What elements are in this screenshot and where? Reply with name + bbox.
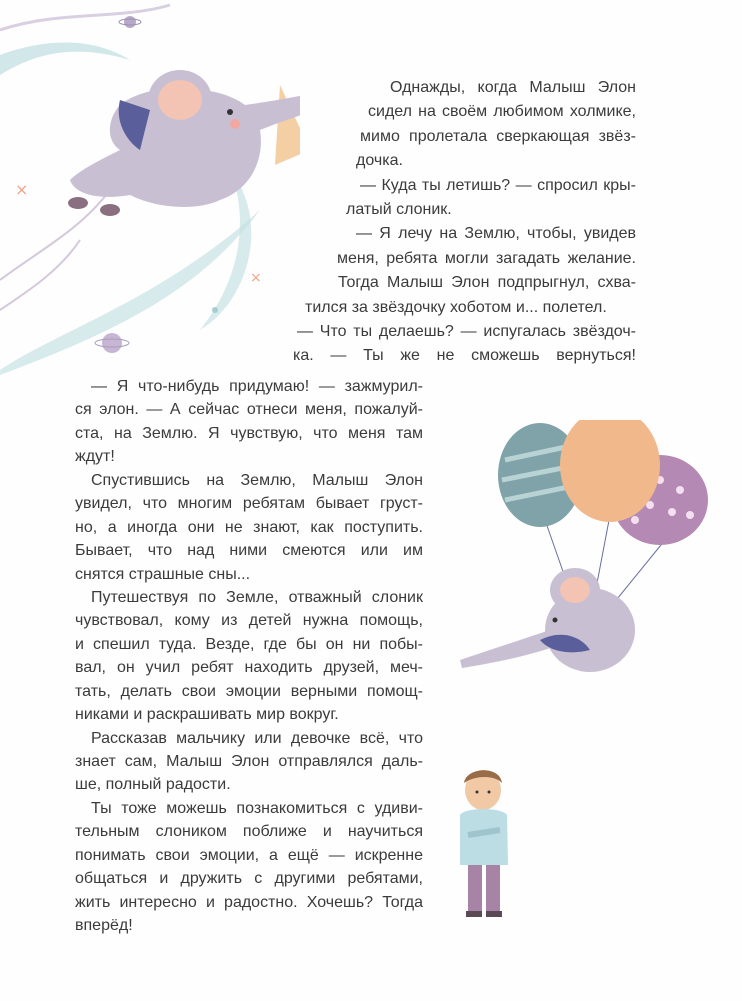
text-line: тать, делать свои эмоции верными помощ- — [75, 682, 423, 700]
swoosh-3 — [0, 210, 260, 375]
text-line: дочка. — [356, 152, 403, 170]
text-line: жить интересно и радостно. Хочешь? Тогда — [75, 893, 423, 911]
sparkle-icon: × — [15, 180, 29, 199]
text-line: — Я лечу на Землю, чтобы, увидев — [356, 225, 636, 243]
text-line: вперёд! — [75, 917, 133, 935]
text-line: меня, ребята могли загадать желание. — [337, 249, 636, 267]
text-line: и спешил туда. Везде, где бы он ни побы- — [75, 635, 423, 653]
text-line: снятся страшные сны... — [75, 565, 251, 583]
text-line: Спустившись на Землю, Малыш Элон — [91, 471, 423, 489]
elephant — [68, 70, 300, 216]
story-text-bottom — [75, 375, 423, 938]
text-line: тился за звёздочку хоботом и... полетел. — [305, 298, 607, 316]
text-line: Рассказав мальчику или девочке всё, что — [91, 729, 423, 747]
swoosh-6 — [0, 240, 80, 310]
planet-icon — [124, 16, 136, 28]
text-line: мимо пролетала сверкающая звёз- — [360, 127, 636, 145]
text-line: увидел, что многим ребятам бывает груст- — [75, 495, 423, 513]
elephant — [460, 568, 635, 672]
text-line: — Куда ты летишь? — спросил кры- — [360, 176, 636, 194]
text-line: никами и раскрашивать мир вокруг. — [75, 706, 339, 724]
text-line: ся элон. — А сейчас отнеси меня, пожалуй- — [75, 401, 423, 419]
text-line: Тогда Малыш Элон подпрыгнул, схва- — [338, 274, 636, 292]
text-line: чувствовал, кому из детей нужна помощь, — [75, 612, 423, 630]
text-line: но, а иногда они не знают, как поступить. — [75, 518, 423, 536]
text-line: Бывает, что над ними смеются или им — [75, 542, 423, 560]
text-line: общаться и дружить с другими ребятами, — [75, 870, 423, 888]
text-line: Ты тоже можешь познакомиться с удиви- — [91, 799, 423, 817]
swoosh-1 — [0, 5, 170, 30]
sparkle-icon: × — [250, 270, 262, 286]
text-line: Путешествуя по Земле, отважный слоник — [91, 588, 423, 606]
story-text-top — [290, 76, 636, 369]
text-line: ста, на Землю. Я чувствую, что меня там — [75, 424, 423, 442]
text-line: ше, полный радости. — [75, 776, 231, 794]
text-line: латый слоник. — [346, 200, 452, 218]
text-line: — Что ты делаешь? — испугалась звёздоч- — [297, 322, 636, 340]
text-line: понимать свои эмоции, а ещё — искренне — [75, 846, 423, 864]
flying-elephant-illustration — [0, 0, 300, 380]
swoosh-2 — [0, 43, 130, 76]
text-line: Однажды, когда Малыш Элон — [390, 79, 636, 96]
text-line: вал, он учил ребят находить друзей, меч- — [75, 659, 423, 677]
planet-icon — [102, 333, 122, 353]
boy-illustration — [450, 765, 520, 925]
text-line: ждут! — [75, 448, 115, 466]
text-line: тельным слоником поближе и научиться — [75, 823, 423, 841]
text-line: — Я что-нибудь придумаю! — зажмурил- — [91, 378, 423, 395]
text-line: знает сам, Малыш Элон отправлялся даль- — [75, 753, 423, 770]
text-line: ка. — Ты же не сможешь вернуться! — [293, 347, 636, 365]
swoosh-5 — [0, 190, 110, 280]
text-line: сидел на своём любимом холмике, — [368, 103, 636, 121]
balloons-elephant-illustration — [450, 420, 742, 720]
